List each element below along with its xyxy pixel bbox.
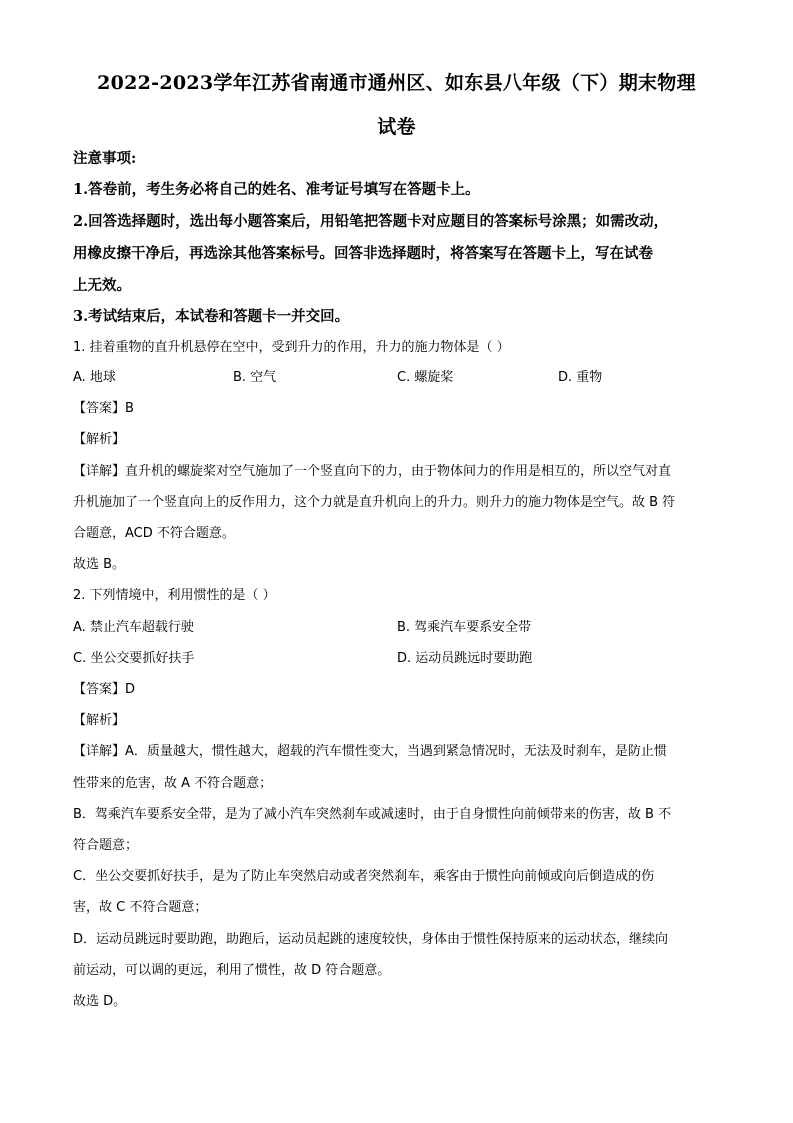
notice-item-2-cont: 用橡皮擦干净后，再选涂其他答案标号。回答非选择题时，将答案写在答题卡上，写在试卷 — [73, 245, 653, 262]
notice-item-3: 3.考试结束后，本试卷和答题卡一并交回。 — [73, 308, 350, 325]
q2-detail-d-cont: 前运动，可以调的更远，利用了惯性，故 D 符合题意。 — [73, 963, 391, 978]
q2-detail-c-cont: 害，故 C 不符合题意； — [73, 900, 208, 915]
page-title: 2022-2023学年江苏省南通市通州区、如东县八年级（下）期末物理 — [97, 72, 696, 94]
q2-detail-b: B．驾乘汽车要系安全带，是为了减小汽车突然刹车或减速时，由于自身惯性向前倾带来的伤害，故 B 不 — [73, 807, 672, 822]
q2-analysis: 【解析】 — [73, 713, 126, 728]
q2-option-d: D. 运动员跳远时要助跑 — [397, 651, 533, 666]
q2-option-b: B. 驾乘汽车要系安全带 — [397, 620, 532, 635]
q1-analysis: 【解析】 — [73, 432, 126, 447]
q1-stem: 1. 挂着重物的直升机悬停在空中，受到升力的作用，升力的施力物体是（ ） — [73, 340, 510, 355]
q1-option-b: B. 空气 — [233, 370, 277, 385]
q2-conclusion: 故选 D。 — [73, 994, 127, 1009]
q1-answer: 【答案】B — [73, 401, 134, 416]
notice-heading: 注意事项: — [73, 150, 137, 167]
q2-detail-d: D．运动员跳远时要助跑，助跑后，运动员起跳的速度较快，身体由于惯性保持原来的运动状态，继续向 — [73, 932, 669, 947]
q1-conclusion: 故选 B。 — [73, 557, 126, 572]
page-title-continued: 试卷 — [377, 116, 416, 138]
q2-detail: 【详解】A．质量越大，惯性越大，超载的汽车惯性变大，当遇到紧急情况时，无法及时刹车，是防止惯 — [73, 744, 667, 759]
q1-option-a: A. 地球 — [73, 370, 116, 385]
q2-answer: 【答案】D — [73, 682, 136, 697]
q1-detail-cont: 升机施加了一个竖直向上的反作用力，这个力就是直升机向上的升力。则升力的施力物体是空气。故 B 符 — [73, 495, 676, 510]
q1-option-c: C. 螺旋桨 — [397, 370, 454, 385]
q2-detail-cont: 性带来的危害，故 A 不符合题意； — [73, 776, 273, 791]
q2-detail-c: C．坐公交要抓好扶手，是为了防止车突然启动或者突然刹车，乘客由于惯性向前倾或向后倒造成的伤 — [73, 869, 655, 884]
notice-item-1: 1.答卷前，考生务必将自己的姓名、准考证号填写在答题卡上。 — [73, 181, 480, 198]
q1-detail-cont2: 合题意，ACD 不符合题意。 — [73, 526, 235, 541]
q2-stem: 2. 下列情境中，利用惯性的是（ ） — [73, 588, 276, 603]
q2-option-a: A. 禁止汽车超载行驶 — [73, 620, 194, 635]
q1-detail: 【详解】直升机的螺旋桨对空气施加了一个竖直向下的力，由于物体间力的作用是相互的，所以空气对直 — [73, 464, 672, 479]
q1-option-d: D. 重物 — [558, 370, 603, 385]
notice-item-2: 2.回答选择题时，选出每小题答案后，用铅笔把答题卡对应题目的答案标号涂黑；如需改动， — [73, 213, 669, 230]
q2-option-c: C. 坐公交要抓好扶手 — [73, 651, 195, 666]
q2-detail-b-cont: 符合题意； — [73, 838, 139, 853]
notice-item-2-cont2: 上无效。 — [73, 277, 131, 294]
